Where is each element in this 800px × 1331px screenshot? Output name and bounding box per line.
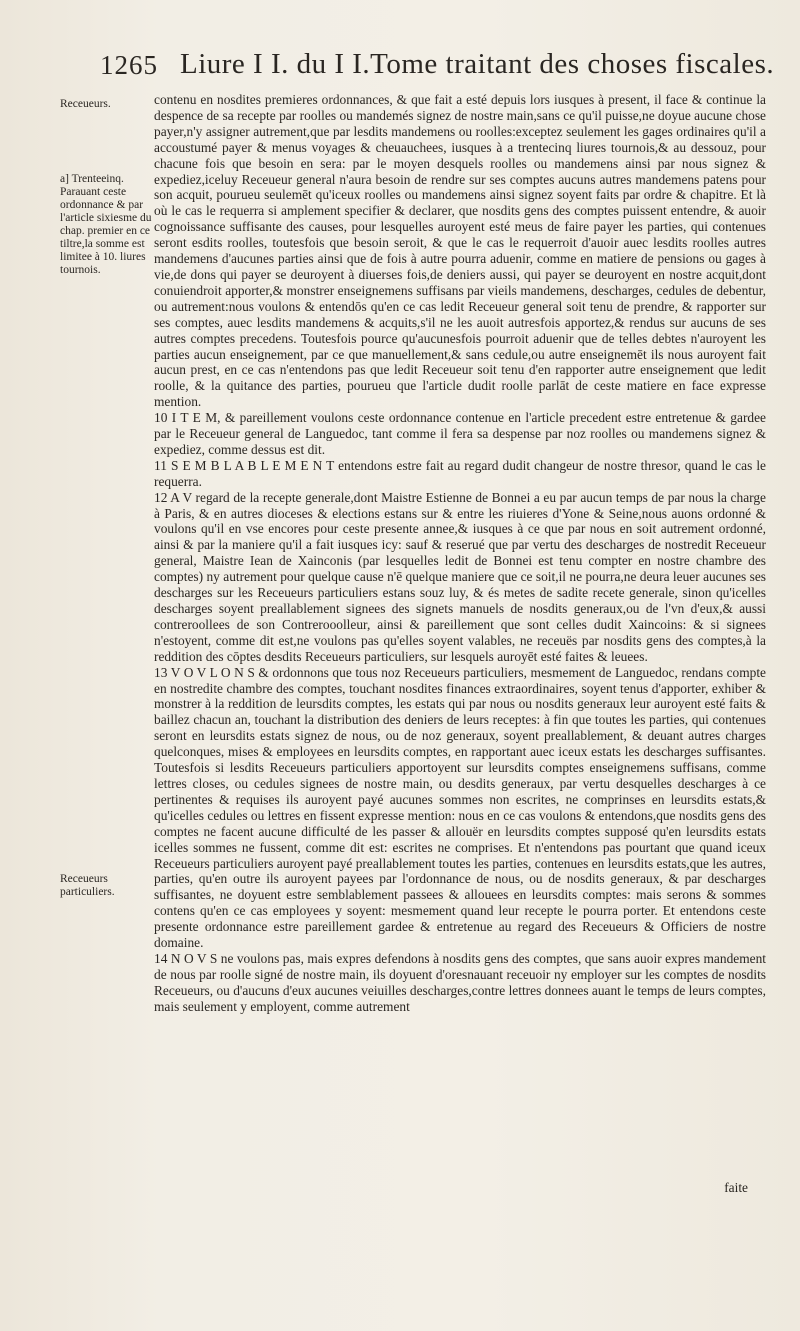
catchword: faite xyxy=(724,1180,748,1195)
paragraph-text: I T E M, & pareillement voulons ceste ordonnance contenue en l'article precedent estre entretenue & gardee par le Receueur general de Languedoc, tant comme il fera sa despense par noz roolles ou mandemens signez & expediez, comme dessus est dit. xyxy=(154,410,766,457)
article-number: 14 xyxy=(154,950,168,966)
page-number: 1265 xyxy=(100,50,158,80)
article-number: 12 xyxy=(154,489,168,505)
paragraph xyxy=(154,410,766,458)
article-number: 11 xyxy=(154,457,167,473)
paragraph-text: contenu en nosdites premieres ordonnances, & que fait a esté depuis lors iusques à present, il face & continue la despence de sa recepte par roolles ou mandemés signez de nostre main,sans ce qu'il puisse,ne doyue aucune chose payer,n'y assigner autrement,que par lesdits mandemens ou roolles:exceptez seulement les gages ordinaires qu'il a accoustumé payer & menus voyages & cheuauchees, iusques à a trentecinq liures tournois,& au dessouz, pour chacune fois que besoin en sera: par le moyen desquels roolles ou mandemens ainsi par nous signez & expediez,iceluy Receueur general n'aura besoin de rendre sur ses comptes aucuns autres mandemens patens pour son acquit, pourueu seulemēt qu'iceux roolles ou mandemens ainsi signez soyent faits par ordre & chapitre. Et là où le cas le requerra si amplement specifier & declarer, que nosdits gens des comptes puissent entendre, & auoir cognoissance suffisante des causes, pour lesquelles auroyent esté meus de faire payer les parties, qui contenues seront esdits roolles, toutesfois que besoin seroit, & que le cas le requerroit d'auoir auec lesdits roolles autres mandemens d'aucunes parties ainsi que de fois à autre pourra aduenir, comme en matiere de pensions ou gages à vie,de dons qui payer se deuroyent à diuerses fois,de deniers aussi, qui payer se deuroyent en nostre acquit,dont conuiendroit apporter,& monstrer enseignemens suffisans par vieils mandemens, descharges, cedules de debentur, ou autrement:nous voulons & entendōs qu'en ce cas ledit Receueur general soit tenu de prendre, & rapporter sur ses comptes, auec lesdits mandemens & acquits,s'il ne les auoit autresfois apportez,& rendus sur aucuns de ses autres comptes precedens. Toutesfois pource qu'aucunesfois pourroit aduenir que de telles debtes n'auroyent les parties aucun enseignement, par ce que manuellement,& sans cedule,ou autre enseignemēt ils nous auroyent fait aucun prest, en ce cas n'entendons pas que ledit Receueur soit tenu d'en rapporter autre enseignement que ledit roolle, & la quitance des parties, pourueu que l'article dudit roolle parlāt de ceste matiere en face expresse mention. xyxy=(154,92,766,410)
main-text xyxy=(154,92,766,1015)
running-title: Liure I I. du I I.Tome traitant des choses fiscales. xyxy=(180,48,775,80)
paragraph xyxy=(154,665,766,951)
margin-note: Receueurs particuliers. xyxy=(60,873,115,898)
paragraph-text: S E M B L A B L E M E N T entendons estre fait au regard dudit changeur de nostre thresor, quand le cas le requerra. xyxy=(154,457,766,489)
paragraph-text: V O V L O N S & ordonnons que tous noz Receueurs particuliers, mesmement de Languedoc, rendans compte en nostredite chambre des comptes, touchant nosdites finances extraordinaires, soyent tenus d'apporter, exhiber & monstrer à la reddition de leursdits comptes, les estats qui par nous ou nosdits generaux leur auroyent esté faits & baillez chacun an, touchant la distribution des deniers de leurs receptes: à fin que toutes les parties, qui contenues seront en leursdits estats signez de nous, ou de noz generaux, soyent preallablement, & deuant autres charges quelconques, mises & employees en leursdits comptes, en rapportant auec iceux estats les descharges suffisantes. Toutesfois si lesdits Receueurs particuliers apportoyent sur leursdits comptes enseignemens suffisans, comme lettres closes, ou cedules signees de nostre main, ou desdits generaux, par vertu desquelles descharges à ce pertinentes & requises ils auroyent payé aucunes sommes non escrites, ne comprinses en leursdits estats,& qu'icelles cedules ou lettres en fissent expresse mention: nous en ce cas voulons & entendons,que nosdits gens des comptes ne facent aucune difficulté de les passer & allouër en leursdits comptes supposé qu'en leursdits estats icelles sommes ne fussent, comme dit est: escrites ne comprises. Et n'entendons pas pourtant que quand iceux Receueurs particuliers auroyent payé preallablement toutes les parties, contenues en leursdits estats,que les autres, parties, qu'en outre ils auroyent payees par l'ordonnance de nous, ou de nosdits generaux, & par descharges suffisantes, ne doyuent estre semblablement passees & allouees en leursdits comptes: mais serons & sommes contens qu'en ce cas employees y soyent: mesmement quand leur recepte le pourra porter. Et entendons ceste presente ordonnance estre pareillement gardee & entretenue au regard des Receueurs & Officiers de nostre domaine. xyxy=(154,664,766,951)
article-number: 13 xyxy=(154,664,168,680)
paragraph-text: N O V S ne voulons pas, mais expres defendons à nosdits gens des comptes, que sans auoir expres mandement de nous par roolle signé de nostre main, ils doyuent d'oresnauant receuoir ny employer sur les comptes de nosdits Receueurs, ou d'aucuns d'eux aucunes veiuilles descharges,contre lettres donnees auant le temps de leurs comptes, mais seulement y employent, comme autrement xyxy=(154,950,766,1014)
margin-note: Receueurs. xyxy=(60,98,111,110)
page-header xyxy=(100,48,800,88)
paragraph-text: A V regard de la recepte generale,dont Maistre Estienne de Bonnei a eu par aucun temps de par nous la charge à Paris, & en autres dioceses & elections estans sur & entre les riuieres d'Yone & Seine,nous auons ordonné & voulons qu'il en vse encores pour ceste presente annee,& iusques à ce que par nous en soit autrement ordonné, ainsi & par la maniere qu'il a fait iusques icy: sauf & reserué que par vertu des descharges de nostredit Receueur general, Maistre Iean de Xainconis (par lesquelles ledit de Bonnei est tenu compter en nostre chambre des comptes) ny autrement pour quelque cause n'ē quelque maniere que ce soit,il ne pourra,ne deura leuer aucunes ses descharges sur les Receueurs particuliers estans souz luy, & és metes de sadite recete generale, sinon qu'icelles descharges soyent preallablement signees des signets manuels de nosdits generaux,ou de l'vn d'eux,& aussi contreroollees de son Contrerooolleur, ainsi & pareillement que sont celles dudit Xaincoins: & si signees n'estoyent, comme dit est,ne voulons pas qu'elles soyent valables, ne receuës par nosdits gens des comptes,à la reddition des cōptes desdits Receueurs particuliers, sur lesquels auroyēt esté faites & leuees. xyxy=(154,489,766,664)
margin-note: a] Trenteeinq. Parauant ceste ordonnance & par l'article sixiesme du chap. premier en ce tiltre,la somme est limitee à 10. liures tournois. xyxy=(60,173,152,276)
paragraph xyxy=(154,490,766,665)
article-number: 10 xyxy=(154,410,168,426)
paragraph xyxy=(154,92,766,410)
paragraph xyxy=(154,458,766,490)
paragraph xyxy=(154,951,766,1015)
